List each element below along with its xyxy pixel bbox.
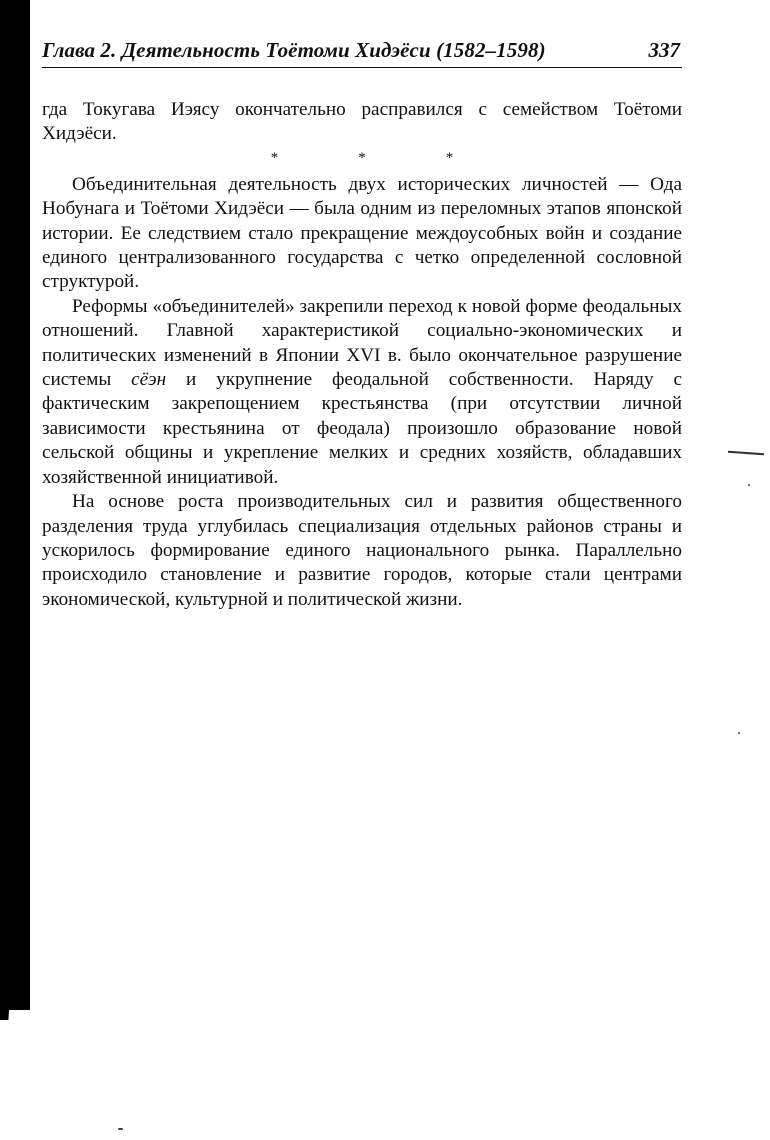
paragraph-reforms [42, 295, 682, 490]
paragraph-continued: гда Токугава Иэясу окончательно расправился с семейством Тоётоми Хидэёси. [42, 99, 682, 145]
paragraph-text: и укрупнение феодальной собственности. Наряду с фактическим закрепощением крестьянства (при отсутствии личной зависимости крестьянина от феодала) произошло образование новой сельской общины и укрепление мелких и средних хозяйств, обладавших хозяйственной инициативой. [42, 369, 682, 488]
separator-star: * [270, 149, 279, 166]
separator-star: * [358, 149, 366, 166]
paragraph-market: На основе роста производительных сил и развития общественного разделения труда углубилась специализация отдельных районов страны и ускорилось формирование единого национального рынка. Параллельно происходило становление и развитие городов, которые стали центрами экономической, культурной и политической жизни. [42, 491, 682, 610]
page-number: 337 [648, 38, 680, 62]
running-header [42, 38, 682, 68]
scan-speck [118, 1128, 123, 1130]
scan-edge-shadow [0, 0, 30, 1010]
book-page [42, 38, 682, 612]
italic-term: сёэн [131, 369, 167, 391]
separator-star: * [445, 149, 454, 166]
scan-speck [738, 732, 740, 734]
chapter-title: Глава 2. Деятельность Тоётоми Хидэёси (1582–1598) [42, 38, 546, 62]
section-separator [42, 147, 682, 169]
margin-pen-mark [728, 451, 764, 455]
paragraph-text: Реформы «объединителей» закрепили переход к новой форме феодальных отношений. Главной характеристикой социально-экономических и политических изменений в Японии XVI в. было окончательное разрушение системы [42, 295, 682, 391]
paragraph-unification: Объединительная деятельность двух исторических личностей — Ода Нобунага и Тоётоми Хидэёси — была одним из переломных этапов японской истории. Ее следствием стало прекращение междоусобных войн и создание единого централизованного государства с четко определенной сословной структурой. [42, 173, 682, 293]
body-text [42, 98, 682, 612]
scan-speck [748, 484, 750, 486]
